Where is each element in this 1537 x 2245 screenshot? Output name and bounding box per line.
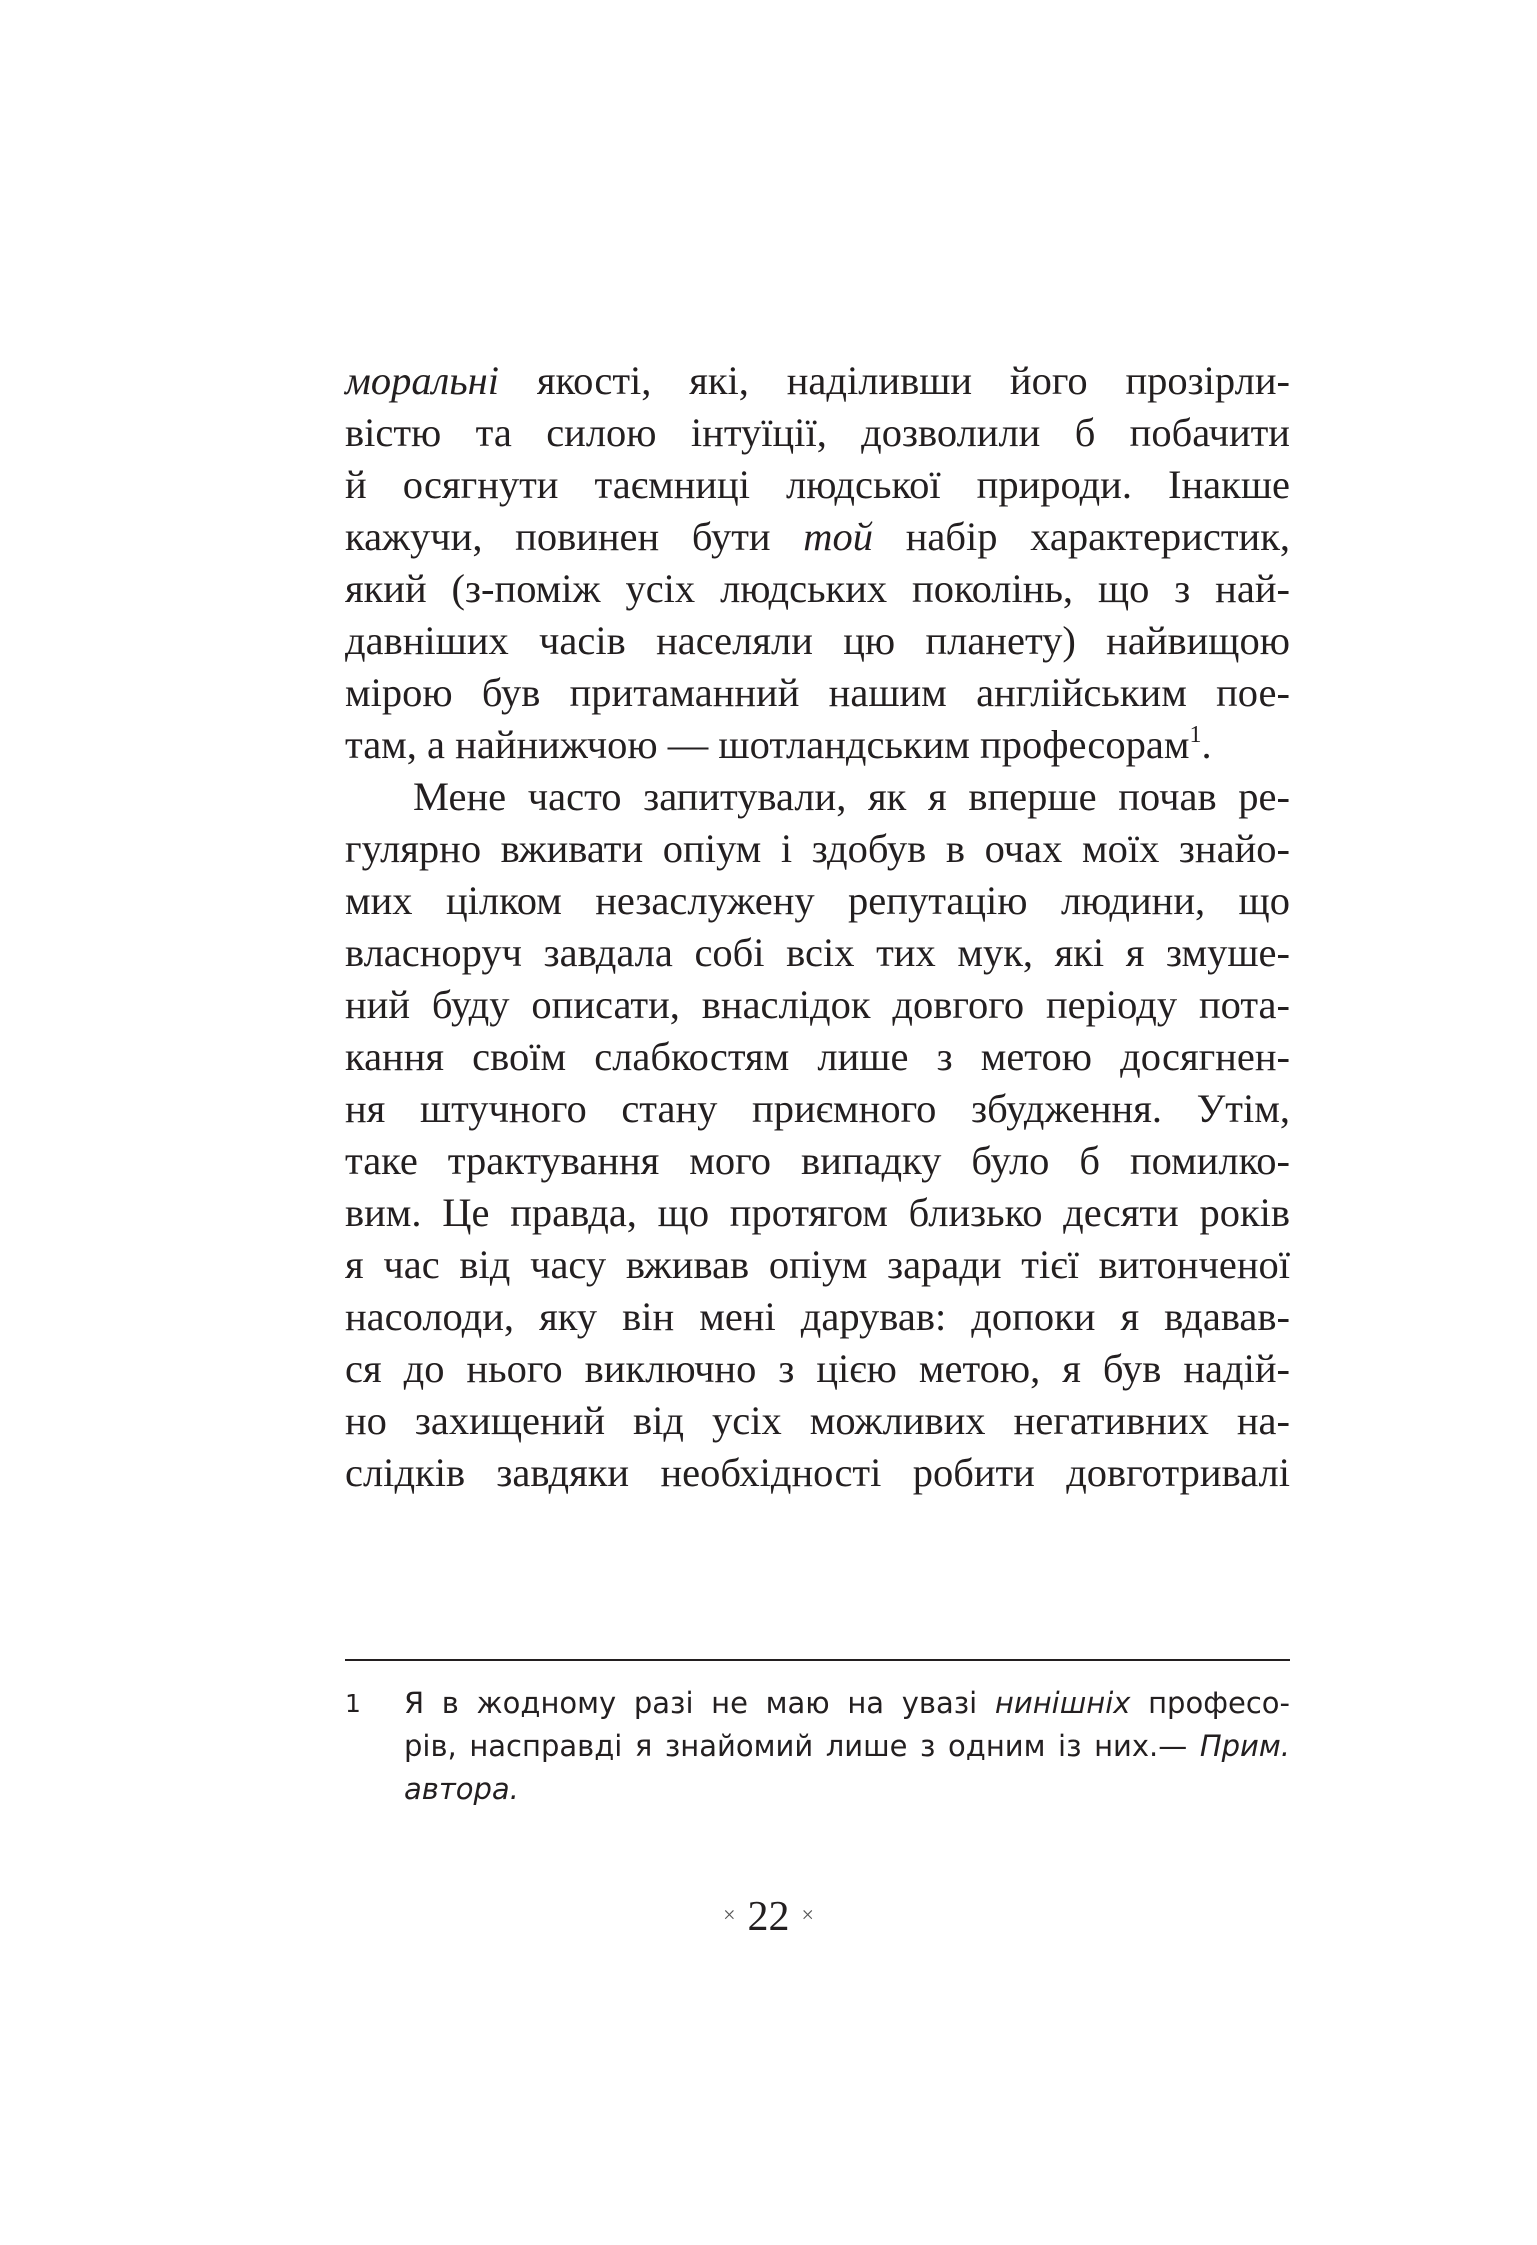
text-line: моральні якості, які, наділивши його прозірли- xyxy=(345,358,1290,403)
text-line: давніших часів населяли цю планету) найвищою xyxy=(345,618,1290,663)
text-line: кажучи, повинен бути той набір характеристик, xyxy=(345,514,1290,559)
main-text xyxy=(345,355,1290,1499)
text-line: ся до нього виключно з цією метою, я був надій- xyxy=(345,1346,1290,1391)
text-line: й осягнути таємниці людської природи. Інакше xyxy=(345,462,1290,507)
text-line: який (з-поміж усіх людських поколінь, що з най- xyxy=(345,566,1290,611)
text-line: я час від часу вживав опіум заради тієї витонченої xyxy=(345,1242,1290,1287)
footnote-line: рів, насправді я знайомий лише з одним із них.— Прим. xyxy=(404,1729,1290,1763)
footnote-text xyxy=(404,1682,1290,1811)
ornament-icon: × xyxy=(801,1902,814,1927)
text-line: ний буду описати, внаслідок довгого періоду пота- xyxy=(345,982,1290,1027)
text-line: мірою був притаманний нашим англійським пое- xyxy=(345,670,1290,715)
text-line: вим. Це правда, що протягом близько десяти років xyxy=(345,1190,1290,1235)
page-number-value: 22 xyxy=(747,1894,790,1940)
text-line: Мене часто запитували, як я вперше почав ре- xyxy=(413,774,1290,819)
text-line: там, а найнижчою — шотландським професорам$^1$. xyxy=(345,722,1212,767)
page-number xyxy=(0,1890,1537,1942)
text-line: слідків завдяки необхідності робити довготривалі xyxy=(345,1450,1290,1495)
text-line: кання своїм слабкостям лише з метою досягнен- xyxy=(345,1034,1290,1079)
ornament-icon: × xyxy=(723,1902,736,1927)
footnote-divider xyxy=(345,1659,1290,1661)
text-line: но захищений від усіх можливих негативних на- xyxy=(345,1398,1290,1443)
text-line: гулярно вживати опіум і здобув в очах моїх знайо- xyxy=(345,826,1290,871)
footnote-line: Я в жодному разі не маю на увазі нинішніх професо- xyxy=(404,1686,1290,1720)
footnote-number: 1 xyxy=(345,1689,361,1718)
text-line: ня штучного стану приємного збудження. Утім, xyxy=(345,1086,1290,1131)
text-line: власноруч завдала собі всіх тих мук, які я змуше- xyxy=(345,930,1290,975)
text-line: насолоди, яку він мені дарував: допоки я вдавав- xyxy=(345,1294,1290,1339)
text-line: мих цілком незаслужену репутацію людини, що xyxy=(345,878,1290,923)
text-line: вістю та силою інтуїції, дозволили б побачити xyxy=(345,410,1290,455)
footnote-reference[interactable]: 1 xyxy=(1189,722,1202,748)
footnote-line: автора. xyxy=(404,1772,519,1806)
text-line: таке трактування мого випадку було б помилко- xyxy=(345,1138,1290,1183)
